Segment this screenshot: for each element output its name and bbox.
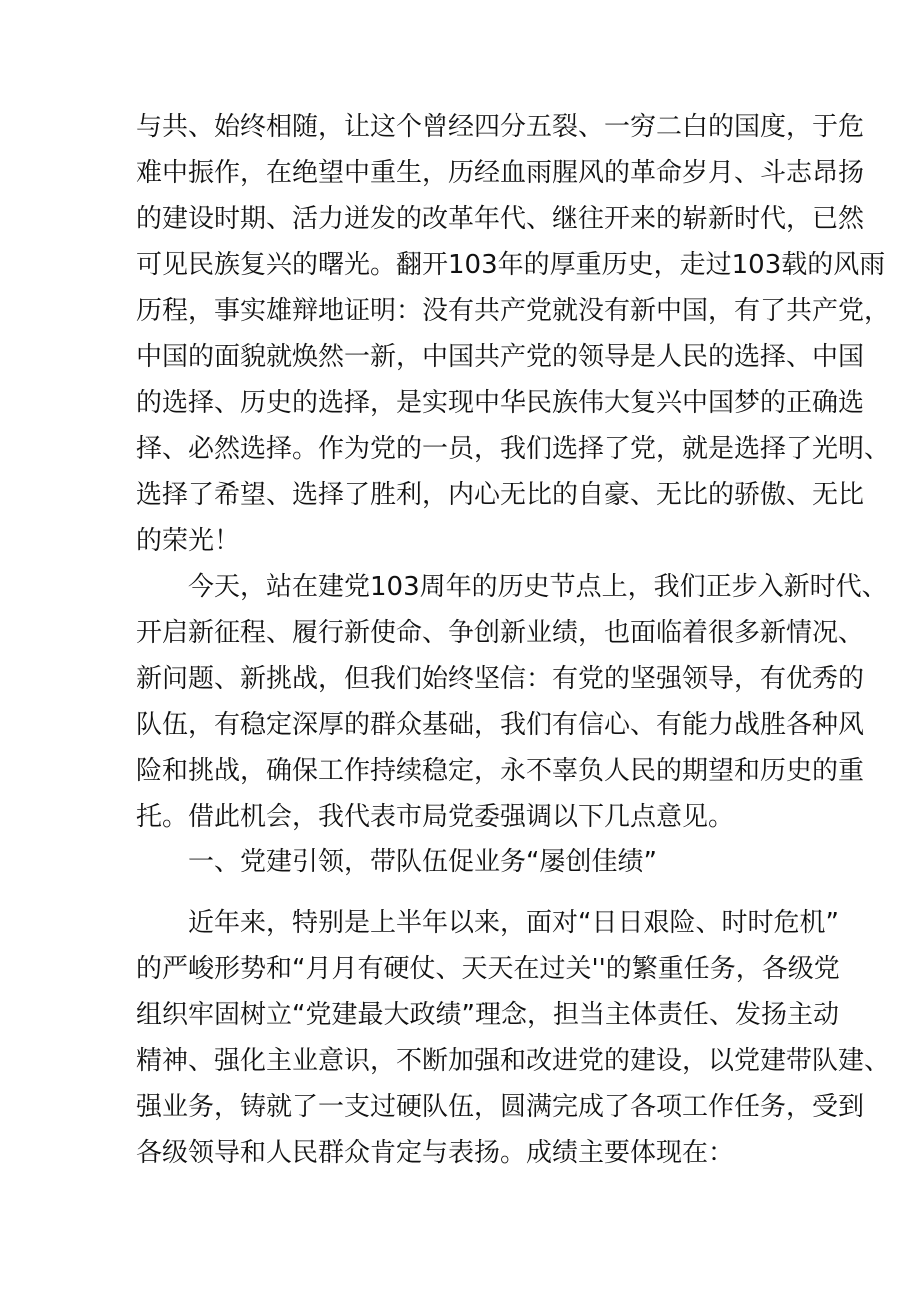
text-line: 与共、始终相随，让这个曾经四分五裂、一穷二白的国度，于危: [136, 112, 865, 142]
section-heading-text: 一、党建引领，带队伍促业务“屡创佳绩”: [188, 847, 657, 877]
text-line: 的荣光！: [136, 526, 241, 556]
text-line: 开启新征程、履行新使命、争创新业绩，也面临着很多新情况、: [136, 618, 865, 648]
section-heading: [136, 839, 796, 885]
paragraph-recent-years: [136, 900, 891, 1176]
text-line: 组织牢固树立“党建最大政绩”理念，担当主体责任、发扬主动: [136, 1000, 839, 1030]
text-line: 今天，站在建党103周年的历史节点上，我们正步入新时代、: [188, 572, 888, 602]
text-line: 历程，事实雄辩地证明：没有共产党就没有新中国，有了共产党，: [136, 296, 891, 326]
text-line: 难中振作，在绝望中重生，历经血雨腥风的革命岁月、斗志昂扬: [136, 158, 865, 188]
text-line: 队伍，有稳定深厚的群众基础，我们有信心、有能力战胜各种风: [136, 710, 865, 740]
text-line: 可见民族复兴的曙光。翻开103年的厚重历史，走过103载的风雨: [136, 250, 886, 280]
text-line: 择、必然选择。作为党的一员，我们选择了党，就是选择了光明、: [136, 434, 891, 464]
text-line: 中国的面貌就焕然一新，中国共产党的领导是人民的选择、中国: [136, 342, 865, 372]
text-line: 的选择、历史的选择，是实现中华民族伟大复兴中国梦的正确选: [136, 388, 865, 418]
text-line: 精神、强化主业意识，不断加强和改进党的建设，以党建带队建、: [136, 1046, 891, 1076]
text-line: 的严峻形势和“月月有硬仗、天天在过关''的繁重任务，各级党: [136, 954, 840, 984]
text-line: 近年来，特别是上半年以来，面对“日日艰险、时时危机”: [188, 908, 839, 938]
text-line: 的建设时期、活力迸发的改革年代、继往开来的崭新时代，已然: [136, 204, 865, 234]
paragraph-today: [136, 564, 888, 840]
paragraph-continuation: [136, 104, 891, 564]
text-line: 险和挑战，确保工作持续稳定，永不辜负人民的期望和历史的重: [136, 756, 865, 786]
text-line: 各级领导和人民群众肯定与表扬。成绩主要体现在：: [136, 1138, 735, 1168]
text-line: 强业务，铸就了一支过硬队伍，圆满完成了各项工作任务，受到: [136, 1092, 865, 1122]
text-line: 托。借此机会，我代表市局党委强调以下几点意见。: [136, 802, 735, 832]
text-line: 选择了希望、选择了胜利，内心无比的自豪、无比的骄傲、无比: [136, 480, 865, 510]
text-line: 新问题、新挑战，但我们始终坚信：有党的坚强领导，有优秀的: [136, 664, 865, 694]
